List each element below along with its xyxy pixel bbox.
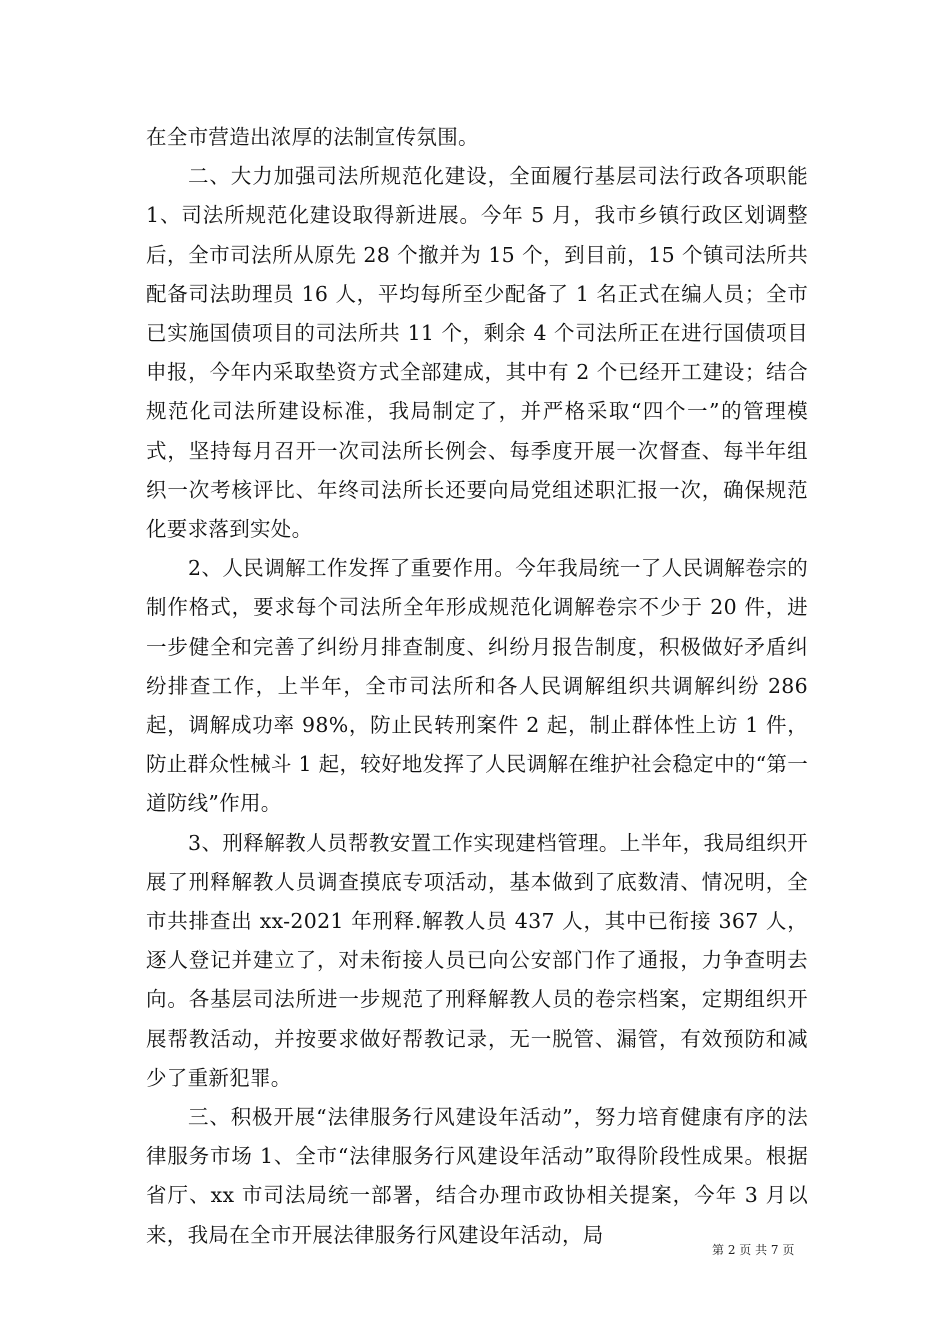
paragraph-section-two: 二、大力加强司法所规范化建设，全面履行基层司法行政各项职能 1、司法所规范化建设取得新进展。今年 5 月，我市乡镇行政区划调整后，全市司法所从原先 28 个撤并为 15 个，到目前，15 个镇司法所共配备司法助理员 16 人，平均每所至少配备了 1 名正式在编人员；全市已实施国债项目的司法所共 11 个，剩余 4 个司法所正在进行国债项目申报，今年内采取垫资方式全部建成，其中有 2 个已经开工建设；结合规范化司法所建设标准，我局制定了，并严格采取“四个一”的管理模式，坚持每月召开一次司法所长例会、每季度开展一次督查、每半年组织一次考核评比、年终司法所长还要向局党组述职汇报一次，确保规范化要求落到实处。 (146, 164, 808, 542)
paragraph-rehabilitation: 3、刑释解教人员帮教安置工作实现建档管理。上半年，我局组织开展了刑释解教人员调查摸底专项活动，基本做到了底数清、情况明，全市共排查出 xx-2021 年刑释.解教人员 437 人，其中已衔接 367 人，逐人登记并建立了，对未衔接人员已向公安部门作了通报，力争查明去向。各基层司法所进一步规范了刑释解教人员的卷宗档案，定期组织开展帮教活动，并按要求做好帮教记录，无一脱管、漏管，有效预防和减少了重新犯罪。 (146, 830, 808, 1090)
document-body (146, 118, 808, 1255)
paragraph-continuation: 在全市营造出浓厚的法制宣传氛围。 (146, 125, 479, 149)
paragraph-section-three: 三、积极开展“法律服务行风建设年活动”，努力培育健康有序的法律服务市场 1、全市“法律服务行风建设年活动”取得阶段性成果。根据省厅、xx 市司法局统一部署，结合办理市政协相关提案，今年 3 月以来，我局在全市开展法律服务行风建设年活动，局 (146, 1105, 808, 1247)
page-number-footer: 第 2 页 共 7 页 (712, 1243, 795, 1257)
paragraph-mediation: 2、人民调解工作发挥了重要作用。今年我局统一了人民调解卷宗的制作格式，要求每个司法所全年形成规范化调解卷宗不少于 20 件，进一步健全和完善了纠纷月排查制度、纠纷月报告制度，积极做好矛盾纠纷排查工作，上半年，全市司法所和各人民调解组织共调解纠纷 286 起，调解成功率 98%，防止民转刑案件 2 起，制止群体性上访 1 件，防止群众性械斗 1 起，较好地发挥了人民调解在维护社会稳定中的“第一道防线”作用。 (146, 556, 808, 816)
